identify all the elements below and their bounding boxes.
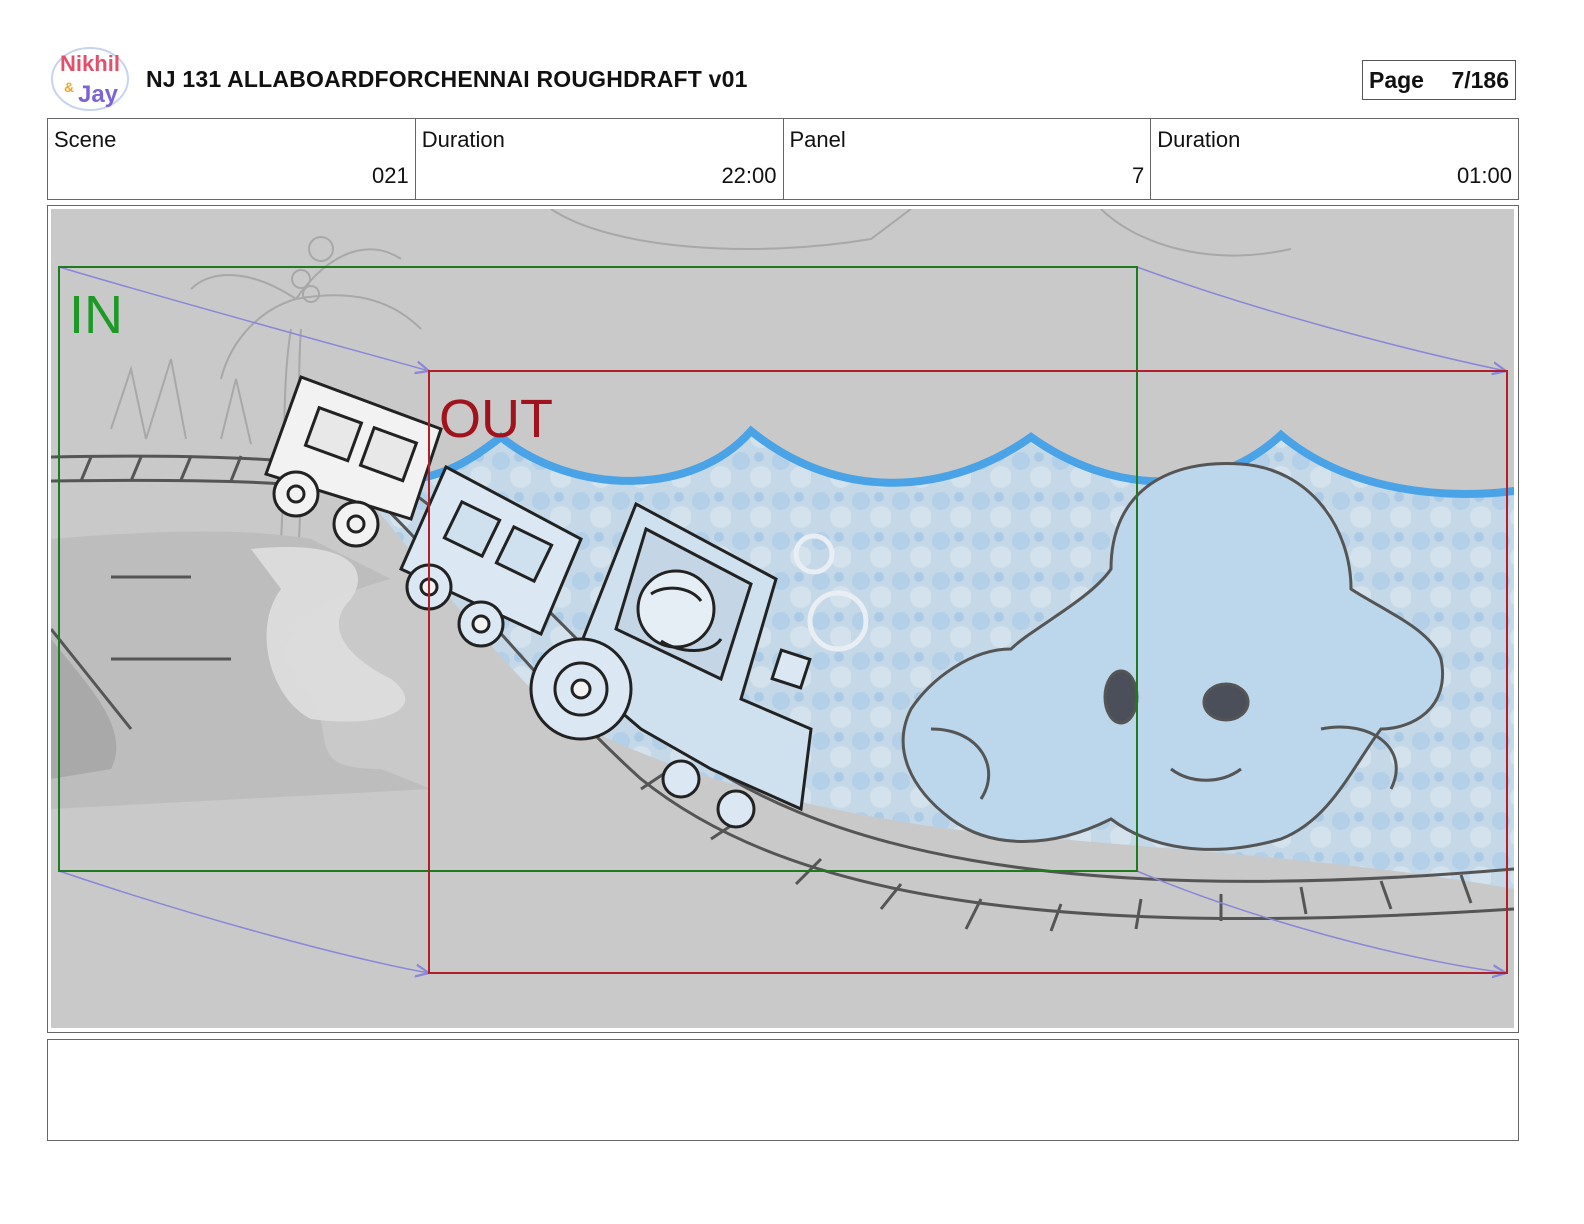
scene-duration-cell <box>416 119 784 199</box>
logo-text-top: Nikhil <box>60 51 120 76</box>
show-logo <box>50 46 130 112</box>
scene-duration-value: 22:00 <box>721 163 777 188</box>
logo-text-bottom: Jay <box>77 81 119 108</box>
panel-info-table <box>47 118 1519 200</box>
panel-cell <box>784 119 1152 199</box>
panel-duration-cell <box>1151 119 1518 199</box>
page-indicator <box>1362 60 1516 100</box>
scene-value: 021 <box>372 163 409 188</box>
panel-duration-label: Duration <box>1157 127 1241 152</box>
panel-value: 7 <box>1132 163 1145 188</box>
in-frame-label: IN <box>69 285 123 345</box>
page-number: 7/186 <box>1451 66 1509 93</box>
scene-cell <box>48 119 416 199</box>
panel-label: Panel <box>789 127 846 152</box>
panel-drawing <box>51 209 1514 1028</box>
page-label: Page <box>1369 66 1424 93</box>
logo-text-mid: & <box>64 79 75 95</box>
panel-duration-value: 01:00 <box>1456 163 1512 188</box>
storyboard-panel <box>47 205 1519 1033</box>
scene-label: Scene <box>54 127 117 152</box>
panel-notes-box <box>47 1039 1519 1141</box>
scene-duration-label: Duration <box>421 127 505 152</box>
out-frame-label: OUT <box>439 389 553 449</box>
document-title: NJ 131 ALLABOARDFORCHENNAI ROUGHDRAFT v01 <box>146 66 748 92</box>
